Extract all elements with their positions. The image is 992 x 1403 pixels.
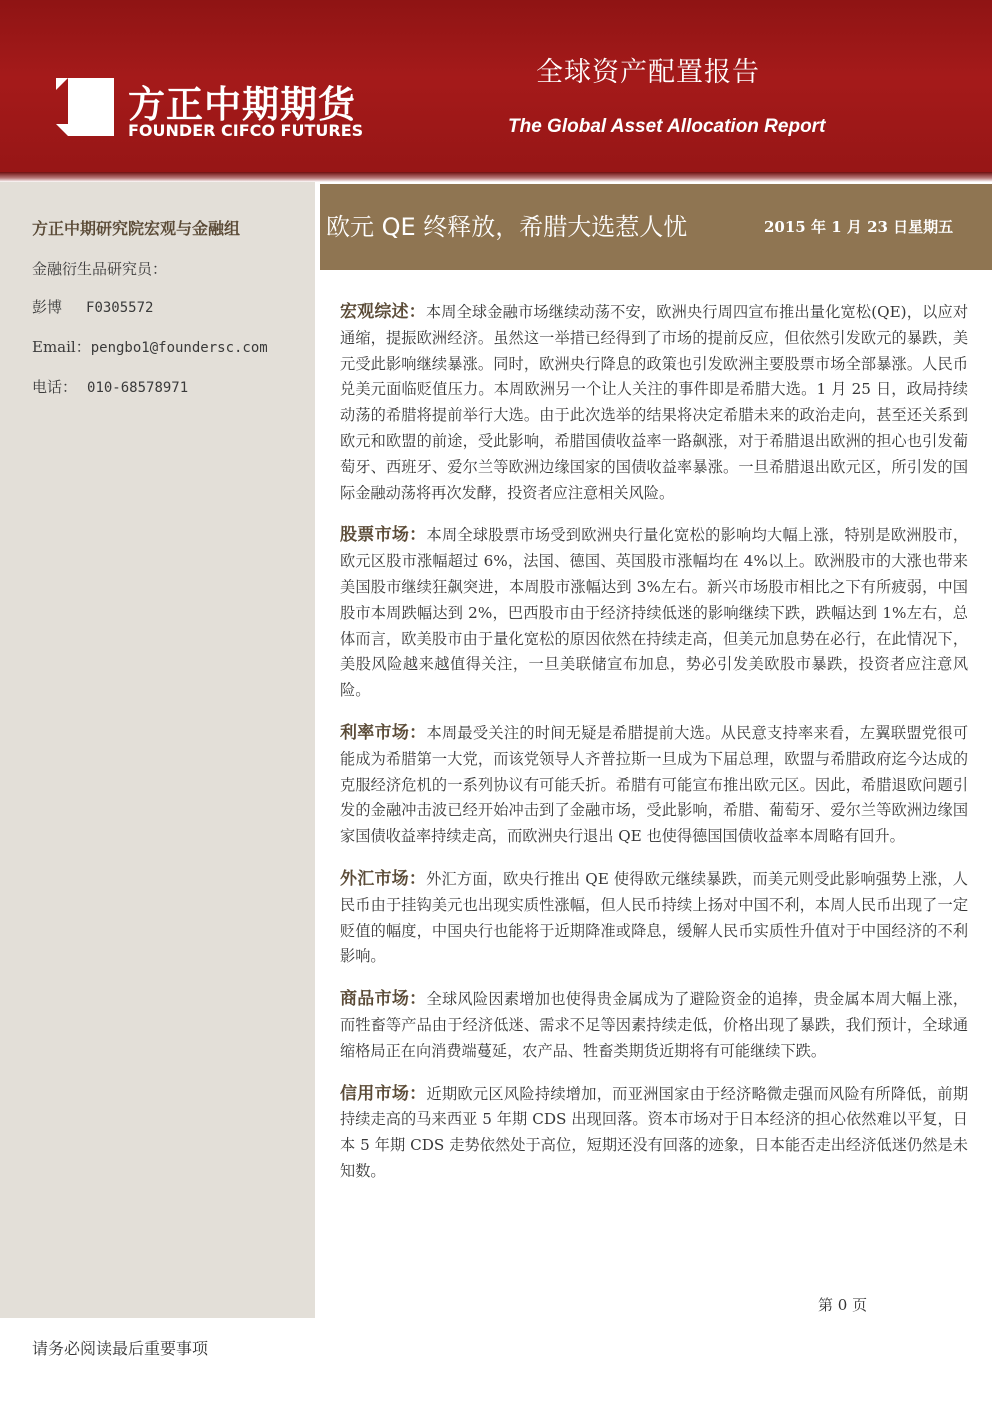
analyst-role: 金融衍生品研究员：: [32, 260, 168, 278]
company-logo-english: FOUNDER CIFCO FUTURES: [128, 121, 364, 140]
section-commodities: [340, 987, 968, 1064]
section-text: 外汇方面，欧央行推出 QE 使得欧元继续暴跌，而美元则受此影响强势上涨，人民币由于挂钩美元也出现实质性涨幅，但人民币持续上扬对中国不利，本周人民币出现了一定贬值的幅度，中国央行也能将于近期降准或降息，缓解人民币实质性升值对于中国经济的不利影响。: [340, 869, 968, 966]
section-label: 商品市场：: [340, 989, 427, 1010]
report-body: [340, 300, 968, 1202]
founder-logo-icon: [56, 78, 114, 136]
section-label: 外汇市场：: [340, 868, 427, 889]
section-macro: [340, 300, 968, 506]
section-label: 宏观综述：: [340, 302, 426, 322]
section-label: 股票市场：: [340, 525, 427, 546]
analyst-phone-row: [32, 376, 302, 397]
section-text: 本周全球金融市场继续动荡不安，欧洲央行周四宣布推出量化宽松(QE)，以应对通缩，提振欧洲经济。虽然这一举措已经得到了市场的提前反应，但依然引发欧元的暴跌，美元受此影响继续暴涨。同时，欧洲央行降息的政策也引发欧洲主要股票市场全部暴涨。人民币兑美元面临贬值压力。本周欧洲另一个让人关注的事件即是希腊大选。1 月 25 日，政局持续动荡的希腊将提前举行大选。由于此次选举的结果将决定希腊未来的政治走向，甚至还关系到欧元和欧盟的前途，受此影响，希腊国债收益率一路飙涨，对于希腊退出欧洲的担心也引发葡萄牙、西班牙、爱尔兰等欧洲边缘国家的国债收益率暴涨。一旦希腊退出欧元区，所引发的国际金融动荡将再次发酵，投资者应注意相关风险。: [340, 303, 969, 502]
section-label: 利率市场：: [340, 722, 427, 743]
section-text: 本周最受关注的时间无疑是希腊提前大选。从民意支持率来看，左翼联盟党很可能成为希腊第一大党，而该党领导人齐普拉斯一旦成为下届总理，欧盟与希腊政府迄今达成的克服经济危机的一系列协议有可能夭折。希腊有可能宣布推出欧元区。因此，希腊退欧问题引发的金融冲击波已经开始冲击到了金融市场，受此影响，希腊、葡萄牙、爱尔兰等欧洲边缘国家国债收益率持续走高，而欧洲央行退出 QE 也使得德国国债收益率本周略有回升。: [340, 723, 969, 846]
analyst-license: F0305572: [86, 300, 154, 316]
analyst-info: [32, 296, 302, 317]
section-text: 近期欧元区风险持续增加，而亚洲国家由于经济略微走强而风险有所降低，前期持续走高的马来西亚 5 年期 CDS 出现回落。资本市场对于日本经济的担心依然难以平复，日本 5 年期 CDS 走势依然处于高位，短期还没有回落的迹象，日本能否走出经济低迷仍然是未知数。: [340, 1084, 969, 1180]
company-logo-text: 方正中期期货: [128, 83, 356, 126]
report-date: 2015 年 1 月 23 日星期五: [764, 218, 954, 236]
section-text: 全球风险因素增加也使得贵金属成为了避险资金的追捧，贵金属本周大幅上涨，而牲畜等产品由于经济低迷、需求不足等因素持续走低，价格出现了暴跌，我们预计，全球通缩格局正在向消费端蔓延，农产品、牲畜类期货近期将有可能继续下跌。: [340, 990, 969, 1060]
report-title: 全球资产配置报告: [536, 57, 760, 88]
header-banner-shadow: [0, 172, 992, 182]
section-label: 信用市场：: [340, 1083, 427, 1104]
section-fx: [340, 867, 968, 970]
analyst-phone: 010-68578971: [87, 380, 189, 396]
analyst-email-link[interactable]: pengbo1@foundersc.com: [90, 340, 268, 356]
phone-label: 电话：: [32, 378, 78, 396]
section-credit: [340, 1082, 968, 1185]
section-equity: [340, 523, 968, 704]
analyst-email-row: [32, 336, 302, 357]
page-number: 第 0 页: [818, 1296, 868, 1314]
section-rates: [340, 721, 968, 850]
headline-title: 欧元 QE 终释放，希腊大选惹人忧: [326, 213, 688, 241]
research-group-name: 方正中期研究院宏观与金融组: [32, 219, 241, 238]
email-label: Email：: [32, 338, 91, 356]
disclaimer-notice: 请务必阅读最后重要事项: [32, 1339, 209, 1358]
report-subtitle: The Global Asset Allocation Report: [508, 116, 826, 137]
analyst-name: 彭博: [32, 298, 63, 316]
section-text: 本周全球股票市场受到欧洲央行量化宽松的影响均大幅上涨，特别是欧洲股市，欧元区股市涨幅超过 6%，法国、德国、英国股市涨幅均在 4%以上。欧洲股市的大涨也带来美国股市继续狂飙突进，本周股市涨幅达到 3%左右。新兴市场股市相比之下有所疲弱，中国股市本周跌幅达到 2%，巴西股市由于经济持续低迷的影响继续下跌，跌幅达到 1%左右，总体而言，欧美股市由于量化宽松的原因依然在持续走高，但美元加息势在必行，在此情况下，美股风险越来越值得关注，一旦美联储宣布加息，势必引发美欧股市暴跌，投资者应注意风险。: [340, 526, 969, 700]
